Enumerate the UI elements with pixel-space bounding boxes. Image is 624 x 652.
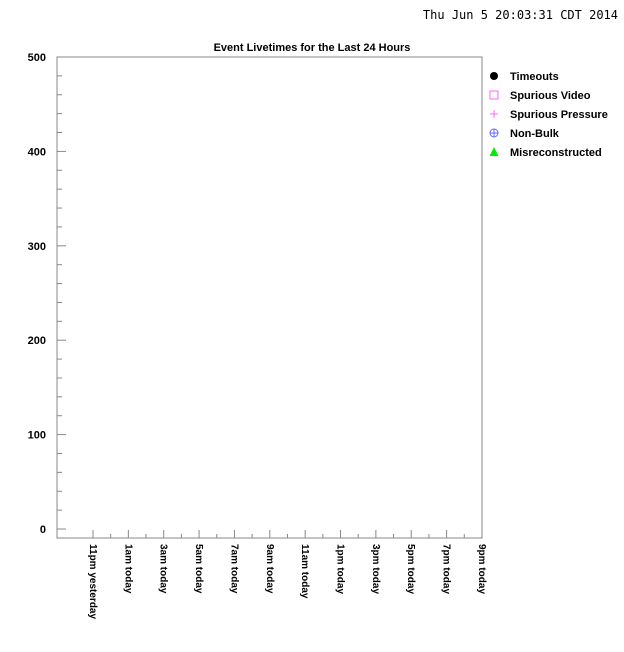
x-tick-label: 1pm today (334, 544, 346, 595)
legend-label: Timeouts (510, 71, 559, 83)
x-tick-label: 9am today (263, 544, 275, 594)
legend-label: Spurious Video (510, 90, 591, 102)
x-tick-label: 5pm today (405, 544, 417, 595)
legend-marker (490, 110, 498, 118)
x-tick-label: 1am today (122, 544, 134, 594)
x-tick-label: 3pm today (369, 544, 381, 595)
x-tick-label: 3am today (157, 544, 169, 594)
x-tick-label: 7pm today (440, 544, 452, 595)
legend-marker (490, 129, 498, 137)
y-tick-label: 0 (39, 524, 46, 536)
legend-marker (490, 72, 498, 80)
x-tick-label: 5am today (193, 544, 205, 594)
y-tick-label: 200 (27, 335, 46, 348)
y-tick-label: 400 (27, 146, 46, 159)
y-tick-label: 100 (27, 429, 46, 442)
x-axis (87, 530, 487, 619)
legend-marker (490, 91, 498, 99)
y-tick-label: 300 (27, 240, 46, 253)
chart-title: Event Livetimes for the Last 24 Hours (213, 42, 411, 54)
x-tick-label: 11pm yesterday (87, 544, 98, 620)
x-tick-label: 11am today (299, 544, 311, 599)
timestamp: Thu Jun 5 20:03:31 CDT 2014 (422, 8, 618, 22)
plot-frame (57, 57, 482, 538)
y-tick-label: 500 (27, 52, 46, 64)
legend-label: Non-Bulk (510, 128, 559, 140)
legend (490, 71, 608, 159)
legend-label: Spurious Pressure (510, 109, 608, 121)
legend-label: Misreconstructed (510, 147, 602, 159)
x-tick-label: 9pm today (475, 544, 487, 595)
y-axis (28, 52, 66, 536)
legend-marker (490, 147, 499, 156)
x-tick-label: 7am today (228, 544, 240, 594)
